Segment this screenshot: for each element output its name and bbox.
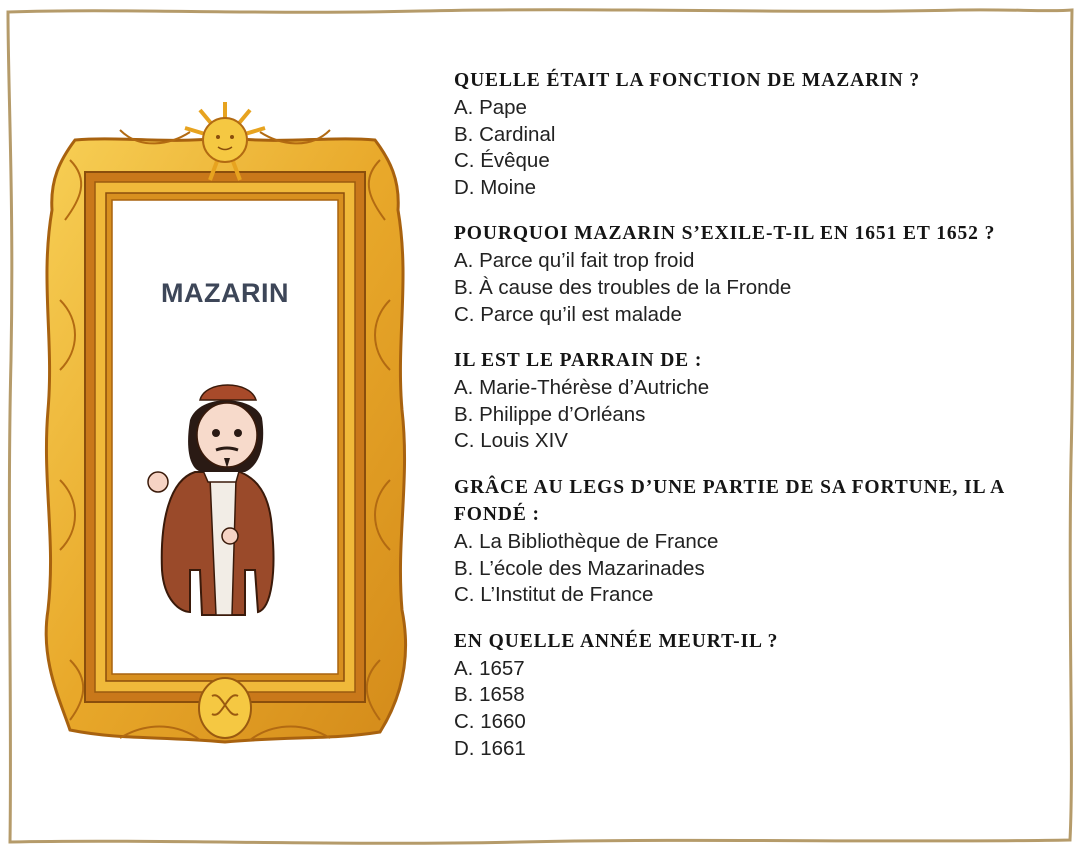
- answer-option: D. 1661: [454, 736, 526, 760]
- question-block: [454, 475, 1054, 609]
- answer-option: B. Philippe d’Orléans: [454, 402, 646, 426]
- question-title: POURQUOI MAZARIN S’EXILE-T-IL EN 1651 ET 1652 ?: [454, 223, 996, 245]
- answer-option: B. L’école des Mazarinades: [454, 556, 705, 580]
- question-block: [454, 629, 1054, 762]
- answer-option: A. Parce qu’il fait trop froid: [454, 249, 695, 273]
- question-title-line1: GRÂCE AU LEGS D’UNE PARTIE DE SA FORTUNE, IL A: [454, 476, 1006, 498]
- answer-option: B. 1658: [454, 683, 525, 707]
- answer-option: A. Marie-Thérèse d’Autriche: [454, 376, 710, 400]
- answer-option: A. La Bibliothèque de France: [454, 529, 719, 553]
- question-block: [454, 348, 1054, 455]
- answer-option: A. Pape: [454, 96, 527, 119]
- question-block: [454, 68, 1054, 201]
- answer-option: C. Parce qu’il est malade: [454, 302, 682, 326]
- answer-option: C. Évêque: [454, 149, 550, 173]
- question-title: EN QUELLE ANNÉE MEURT-IL ?: [454, 630, 779, 652]
- portrait-name: MAZARIN: [161, 278, 289, 308]
- answer-option: C. L’Institut de France: [454, 583, 654, 607]
- question-title: QUELLE ÉTAIT LA FONCTION DE MAZARIN ?: [454, 70, 920, 91]
- portrait-frame: [40, 100, 410, 750]
- question-block: [454, 221, 1054, 328]
- answer-option: B. Cardinal: [454, 122, 556, 146]
- answer-option: C. 1660: [454, 709, 526, 733]
- answer-option: B. À cause des troubles de la Fronde: [454, 275, 792, 299]
- quiz-section: [454, 68, 1054, 782]
- answer-option: D. Moine: [454, 175, 537, 199]
- question-title: IL EST LE PARRAIN DE :: [454, 350, 703, 372]
- gold-frame-ornament: [40, 100, 410, 750]
- answer-option: C. Louis XIV: [454, 429, 568, 453]
- medallion-icon: [199, 678, 251, 738]
- question-title-line2: FONDÉ :: [454, 503, 540, 525]
- answer-option: A. 1657: [454, 656, 525, 680]
